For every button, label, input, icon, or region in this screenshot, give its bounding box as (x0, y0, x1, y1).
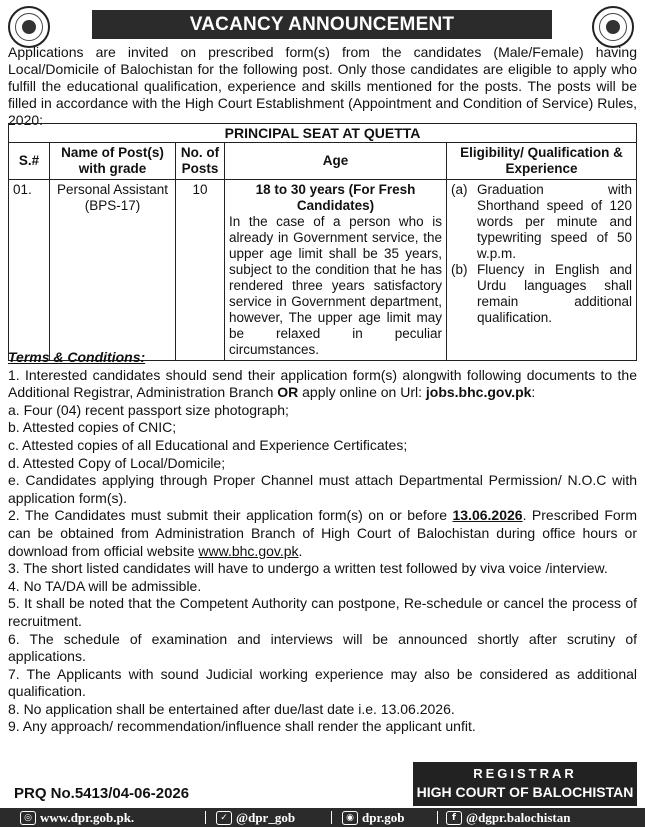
age-limit: 18 to 30 years (For Fresh Candidates) (255, 182, 416, 213)
jobs-url-link[interactable]: jobs.bhc.gov.pk (425, 384, 532, 401)
term-c: c. Attested copies of all Educational and Experience Certificates; (8, 436, 408, 453)
registrar-title: REGISTRAR (473, 766, 577, 781)
eligibility-text: Fluency in English and Urdu languages shall remain additional qualification. (477, 262, 632, 325)
eligibility-label: (b) (451, 262, 468, 277)
term-6: 6. The schedule of examination and interviews will be announced shortly after scrutiny of applications. (8, 630, 637, 665)
table-header-row (9, 143, 637, 180)
globe-icon: ◎ (20, 811, 36, 825)
eligibility-text: Graduation with Shorthand speed of 120 words per minute and typewriting speed of 50 w.p.m. (477, 182, 632, 261)
term-e: e. Candidates applying through Proper Channel must attach Departmental Permission/ N.O.C with application form(s). (8, 472, 637, 506)
intro-paragraph: Applications are invited on prescribed form(s) from the candidates (Male/Female) having Local/Domicile of Balochistan for the following post. Only those candidates are eligible to apply who fulfill the educational qualification, experience and skills mentioned for the posts. The posts will be filled in accordance with the High Court Establishment (Appointment and Condition of Service) Rules, 2020: (8, 44, 637, 128)
cell-post (50, 180, 176, 361)
term-2 (8, 507, 637, 560)
vacancy-table (8, 123, 637, 361)
website-contact[interactable] (20, 808, 134, 827)
eligibility-item (451, 182, 632, 262)
term-b: b. Attested copies of CNIC; (8, 419, 177, 436)
twitter-icon: ✓ (216, 811, 232, 825)
term-text: 2. The Candidates must submit their application form(s) on or before (8, 507, 453, 524)
cell-sno: 01. (9, 180, 50, 361)
term-text: . Prescribed Form can be obtained from Administration Branch of High Court of Balochistan during office hours or download from official website (8, 507, 637, 559)
facebook-contact[interactable] (446, 808, 570, 827)
facebook-text: @dgpr.balochistan (466, 810, 571, 825)
term-7: 7. The Applicants with sound Judicial working experience may also be considered as additional qualification. (8, 665, 637, 700)
registrar-block (413, 762, 637, 806)
eligibility-item (451, 262, 632, 326)
age-details: In the case of a person who is already in Government service, the upper age limit shall be 35 years, subject to the condition that he has rendered three years satisfactory service in Government department, however, The upper age limit may be relaxed in peculiar circumstances. (229, 214, 442, 357)
facebook-icon: f (446, 811, 462, 825)
cell-num: 10 (176, 180, 225, 361)
terms-title: Terms & Conditions: (8, 349, 146, 365)
header-num: No. of Posts (176, 143, 225, 180)
website-text: www.dpr.gob.pk. (40, 810, 135, 825)
header-age: Age (225, 143, 447, 180)
eligibility-label: (a) (451, 182, 468, 197)
term-3: 3. The short listed candidates will have to undergo a written test followed by viva voice /interview. (8, 560, 608, 577)
prq-number: PRQ No.5413/04-06-2026 (14, 785, 190, 802)
contact-bar (0, 808, 645, 827)
term-text: 1. Interested candidates should send their application form(s) alongwith following documents to the Additional Registrar, Administration Branch (8, 366, 637, 401)
page-title: VACANCY ANNOUNCEMENT (92, 10, 552, 39)
post-grade: (BPS-17) (84, 198, 141, 213)
last-date: 13.06.2026 (452, 507, 523, 524)
term-or: OR (277, 384, 299, 401)
cell-eligibility (447, 180, 637, 361)
term-a: a. Four (04) recent passport size photograph; (8, 401, 289, 418)
term-text: : (531, 384, 536, 401)
post-name: Personal Assistant (56, 182, 169, 197)
cell-age (225, 180, 447, 361)
instagram-contact[interactable] (342, 808, 405, 827)
header-sno: S.# (9, 143, 50, 180)
term-9: 9. Any approach/ recommendation/influence shall render the applicant unfit. (8, 718, 476, 735)
website-link[interactable]: www.bhc.gov.pk (198, 542, 299, 559)
term-text: apply online on Url: (298, 384, 426, 401)
term-5: 5. It shall be noted that the Competent Authority can postpone, Re-schedule or cancel the process of recruitment. (8, 595, 637, 629)
emblem-left-icon (8, 6, 50, 48)
table-row (9, 180, 637, 361)
emblem-right-icon (592, 6, 634, 48)
header-post: Name of Post(s) with grade (50, 143, 176, 180)
term-8: 8. No application shall be entertained after due/last date i.e. 13.06.2026. (8, 700, 455, 717)
header-eligibility: Eligibility/ Qualification & Experience (447, 143, 637, 180)
seat-heading: PRINCIPAL SEAT AT QUETTA (9, 124, 637, 143)
term-d: d. Attested Copy of Local/Domicile; (8, 454, 226, 471)
instagram-text: dpr.gob (362, 810, 405, 825)
instagram-icon: ◉ (342, 811, 358, 825)
terms-section (8, 349, 637, 736)
twitter-text: @dpr_gob (236, 810, 296, 825)
registrar-org: HIGH COURT OF BALOCHISTAN (416, 784, 634, 800)
term-1 (8, 367, 637, 402)
term-4: 4. No TA/DA will be admissible. (8, 577, 202, 594)
term-text: . (298, 542, 303, 559)
twitter-contact[interactable] (216, 808, 295, 827)
